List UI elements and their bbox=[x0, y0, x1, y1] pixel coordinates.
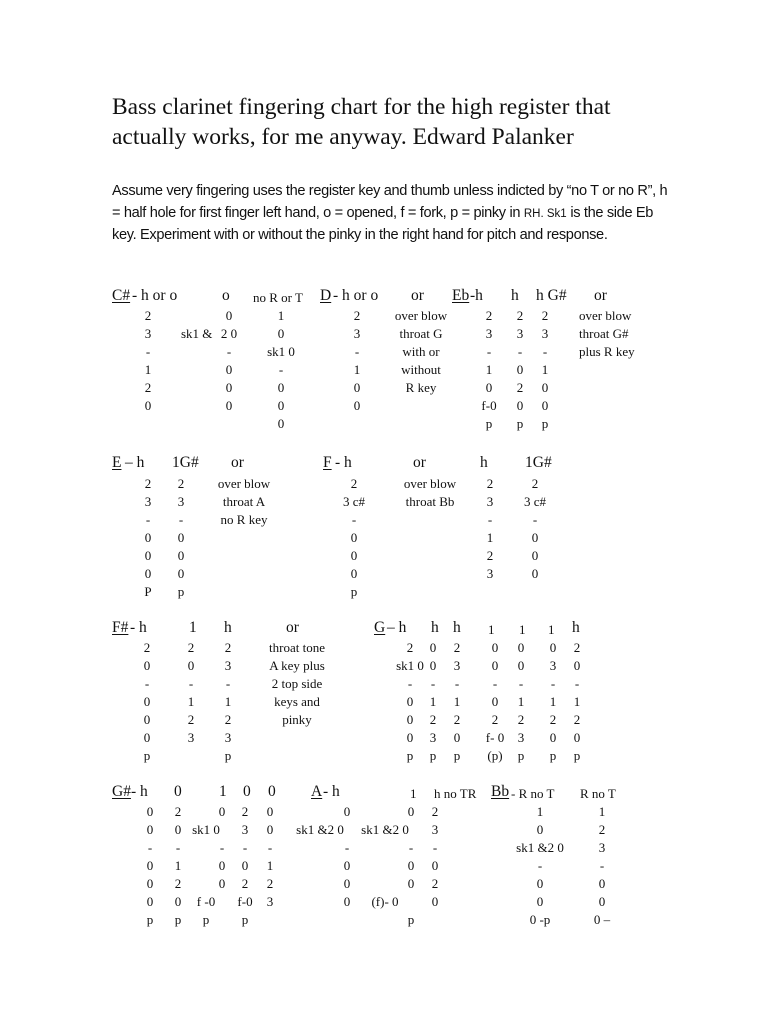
fingering-cell: no R key bbox=[220, 512, 268, 527]
fingering-cell: - bbox=[242, 840, 248, 855]
fingering-cell: 3 bbox=[598, 840, 606, 855]
fingering-cell: - bbox=[408, 840, 414, 855]
fingering-cell: 3 bbox=[431, 822, 439, 837]
fingering-cell: 0 bbox=[531, 530, 539, 545]
fingering-cell: 2 bbox=[517, 712, 525, 727]
note-name: E bbox=[112, 454, 122, 471]
fingering-cell: 2 bbox=[573, 640, 581, 655]
fingering-cell: 0 bbox=[350, 548, 358, 563]
fingering-cell: 0 bbox=[573, 730, 581, 745]
fingering-cell: - bbox=[267, 840, 273, 855]
fingering-cell: 1 bbox=[429, 694, 437, 709]
note-header: h no TR bbox=[434, 786, 477, 801]
fingering-cell: 1 bbox=[144, 362, 152, 377]
fingering-cell: 0 bbox=[431, 894, 439, 909]
fingering-cell: 2 bbox=[516, 308, 524, 323]
fingering-cell: f- 0 bbox=[485, 730, 505, 745]
fingering-cell: 2 bbox=[350, 476, 358, 491]
fingering-cell: sk1 &2 0 bbox=[516, 840, 564, 855]
fingering-cell: sk1 &2 0 bbox=[296, 822, 344, 837]
intro-paragraph bbox=[112, 181, 672, 247]
fingering-cell: 1 bbox=[485, 362, 493, 377]
fingering-cell: 2 bbox=[531, 476, 539, 491]
fingering-cell: 0 bbox=[143, 658, 151, 673]
note-header: 1 bbox=[548, 622, 555, 637]
fingering-cell: keys and bbox=[274, 694, 320, 709]
fingering-cell: R key bbox=[405, 380, 437, 395]
note-name: D bbox=[320, 287, 332, 304]
fingering-cell: 0 bbox=[531, 548, 539, 563]
note-header: or bbox=[594, 287, 607, 304]
fingering-cell: 3 bbox=[144, 494, 152, 509]
fingering-cell: 2 bbox=[241, 876, 249, 891]
fingering-cell: throat G bbox=[399, 326, 443, 341]
fingering-cell: 0 bbox=[406, 712, 414, 727]
fingering-cell: p bbox=[541, 416, 549, 431]
fingering-cell: sk1 0 bbox=[192, 822, 220, 837]
fingering-cell: - bbox=[351, 512, 357, 527]
fingering-cell: 0 bbox=[549, 640, 557, 655]
fingering-cell: 0 bbox=[407, 858, 415, 873]
fingering-cell: 2 bbox=[541, 308, 549, 323]
fingering-cell: p bbox=[174, 912, 182, 927]
note-header: - h or o bbox=[132, 287, 178, 304]
note-name: C# bbox=[112, 287, 131, 304]
fingering-cell: p bbox=[406, 748, 414, 763]
note-header: - h bbox=[131, 783, 148, 800]
note-header: or bbox=[413, 454, 426, 471]
fingering-cell: 0 bbox=[218, 858, 226, 873]
fingering-cell: 2 bbox=[144, 308, 152, 323]
fingering-cell: 0 bbox=[266, 804, 274, 819]
fingering-cell: p bbox=[517, 748, 525, 763]
fingering-cell: p bbox=[202, 912, 210, 927]
fingering-cell: 0 bbox=[144, 530, 152, 545]
fingering-cell: 0 bbox=[598, 894, 606, 909]
note-header: or bbox=[231, 454, 244, 471]
fingering-cell: - bbox=[550, 676, 556, 691]
fingering-cell: 0 bbox=[174, 822, 182, 837]
fingering-cell: 3 bbox=[517, 730, 525, 745]
fingering-cell: 1 bbox=[174, 858, 182, 873]
fingering-cell: 0 bbox=[531, 566, 539, 581]
fingering-cell: 0 bbox=[517, 640, 525, 655]
fingering-cell: - bbox=[226, 344, 232, 359]
fingering-cell: 0 bbox=[431, 858, 439, 873]
fingering-cell: 2 0 bbox=[220, 326, 238, 341]
fingering-cell: p bbox=[146, 912, 154, 927]
fingering-cell: 2 bbox=[144, 380, 152, 395]
fingering-cell: 0 bbox=[241, 858, 249, 873]
fingering-cell: 0 bbox=[491, 658, 499, 673]
fingering-cell: 0 bbox=[549, 730, 557, 745]
fingering-cell: - bbox=[532, 512, 538, 527]
fingering-cell: 0 bbox=[277, 398, 285, 413]
fingering-cell: f-0 bbox=[237, 894, 253, 909]
note-header: - h bbox=[335, 454, 352, 471]
fingering-cell: 0 bbox=[225, 308, 233, 323]
fingering-cell: 0 bbox=[453, 730, 461, 745]
fingering-cell: - bbox=[518, 676, 524, 691]
fingering-cell: - bbox=[147, 840, 153, 855]
fingering-cell: 0 bbox=[429, 640, 437, 655]
fingering-cell: - bbox=[537, 858, 543, 873]
fingering-cell: - bbox=[517, 344, 523, 359]
fingering-cell: 1 bbox=[549, 694, 557, 709]
fingering-cell: 1 bbox=[266, 858, 274, 873]
note-name: Bb bbox=[491, 783, 510, 800]
note-header: h bbox=[453, 619, 461, 636]
fingering-cell: without bbox=[401, 362, 441, 377]
fingering-cell: 0 bbox=[516, 398, 524, 413]
fingering-cell: 0 bbox=[177, 530, 185, 545]
fingering-cell: throat G# bbox=[579, 326, 629, 341]
fingering-cell: - bbox=[145, 344, 151, 359]
fingering-cell: 3 c# bbox=[342, 494, 366, 509]
fingering-cell: 1 bbox=[187, 694, 195, 709]
fingering-cell: 0 bbox=[541, 398, 549, 413]
note-name: F bbox=[323, 454, 332, 471]
note-name: G bbox=[374, 619, 386, 636]
fingering-cell: 0 bbox=[541, 380, 549, 395]
fingering-cell: over blow bbox=[403, 476, 457, 491]
fingering-cell: 2 bbox=[224, 712, 232, 727]
intro-text-end: is the side Eb key. Experiment with or without the pinky in the right hand for pitch and response. bbox=[112, 204, 654, 243]
fingering-cell: 0 bbox=[277, 416, 285, 431]
fingering-cell: p bbox=[549, 748, 557, 763]
fingering-cell: - bbox=[188, 676, 194, 691]
note-header: 1G# bbox=[172, 454, 199, 471]
fingering-cell: 0 bbox=[225, 398, 233, 413]
fingering-cell: 0 bbox=[146, 822, 154, 837]
fingering-cell: 0 bbox=[143, 694, 151, 709]
fingering-cell: 3 bbox=[144, 326, 152, 341]
fingering-cell: 0 bbox=[343, 858, 351, 873]
fingering-cell: 2 bbox=[431, 804, 439, 819]
fingering-cell: A key plus bbox=[269, 658, 325, 673]
fingering-cell: 0 bbox=[143, 712, 151, 727]
fingering-cell: 0 bbox=[536, 894, 544, 909]
fingering-cell: 0 bbox=[225, 362, 233, 377]
fingering-cell: 1 bbox=[517, 694, 525, 709]
note-header: - h bbox=[130, 619, 147, 636]
fingering-cell: 0 bbox=[536, 822, 544, 837]
fingering-cell: 0 bbox=[146, 894, 154, 909]
fingering-cell: (p) bbox=[487, 748, 503, 763]
note-header: R no T bbox=[580, 786, 616, 801]
note-header: - h or o bbox=[333, 287, 379, 304]
fingering-cell: 0 bbox=[353, 380, 361, 395]
note-name: A bbox=[311, 783, 323, 800]
fingering-cell: 0 bbox=[429, 658, 437, 673]
fingering-cell: 2 bbox=[406, 640, 414, 655]
note-header: 1 bbox=[519, 622, 526, 637]
fingering-cell: 0 – bbox=[593, 912, 611, 927]
fingering-cell: p bbox=[350, 584, 358, 599]
fingering-cell: - bbox=[487, 512, 493, 527]
document-title: Bass clarinet fingering chart for the high register that actually works, for me anyway. Edward Palanker bbox=[112, 94, 611, 150]
fingering-cell: sk1 & bbox=[181, 326, 213, 341]
fingering-cell: - bbox=[344, 840, 350, 855]
fingering-cell: over blow bbox=[394, 308, 448, 323]
fingering-cell: 2 bbox=[431, 876, 439, 891]
fingering-cell: sk1 0 bbox=[267, 344, 295, 359]
fingering-cell: 0 -p bbox=[529, 912, 551, 927]
fingering-cell: with or bbox=[402, 344, 440, 359]
fingering-cell: sk1 0 bbox=[396, 658, 424, 673]
fingering-cell: 0 bbox=[146, 858, 154, 873]
fingering-cell: 3 bbox=[224, 730, 232, 745]
fingering-cell: 1 bbox=[541, 362, 549, 377]
fingering-cell: - bbox=[407, 676, 413, 691]
fingering-cell: 2 bbox=[224, 640, 232, 655]
fingering-cell: - bbox=[178, 512, 184, 527]
fingering-cell: sk1 &2 0 bbox=[361, 822, 409, 837]
fingering-cell: 3 bbox=[224, 658, 232, 673]
fingering-cell: 3 bbox=[453, 658, 461, 673]
fingering-cell: 2 top side bbox=[271, 676, 323, 691]
fingering-cell: - bbox=[225, 676, 231, 691]
fingering-cell: 2 bbox=[353, 308, 361, 323]
fingering-cell: 3 bbox=[241, 822, 249, 837]
note-header: h bbox=[480, 454, 488, 471]
fingering-cell: 0 bbox=[407, 876, 415, 891]
fingering-cell: 3 bbox=[541, 326, 549, 341]
note-header: no R or T bbox=[253, 290, 303, 305]
fingering-cell: 0 bbox=[146, 804, 154, 819]
fingering-cell: 2 bbox=[485, 308, 493, 323]
intro-text-rh: RH. Sk1 bbox=[523, 207, 567, 220]
note-name: G# bbox=[112, 783, 131, 800]
fingering-cell: 0 bbox=[146, 876, 154, 891]
fingering-cell: 0 bbox=[491, 640, 499, 655]
fingering-cell: 0 bbox=[277, 326, 285, 341]
note-header: - R no T bbox=[511, 786, 555, 801]
fingering-cell: 0 bbox=[343, 804, 351, 819]
fingering-cell: 1 bbox=[453, 694, 461, 709]
fingering-cell: 0 bbox=[350, 530, 358, 545]
note-header: 1 bbox=[189, 619, 197, 636]
note-header: h bbox=[572, 619, 580, 636]
fingering-cell: 1 bbox=[486, 530, 494, 545]
fingering-cell: P bbox=[144, 584, 152, 599]
fingering-cell: - bbox=[432, 840, 438, 855]
fingering-cell: 2 bbox=[598, 822, 606, 837]
note-header: -h bbox=[470, 287, 483, 304]
fingering-cell: over blow bbox=[579, 308, 632, 323]
fingering-cell: 0 bbox=[573, 658, 581, 673]
fingering-cell: p bbox=[143, 748, 151, 763]
fingering-cell: 3 bbox=[353, 326, 361, 341]
fingering-cell: 0 bbox=[517, 658, 525, 673]
fingering-cell: 0 bbox=[350, 566, 358, 581]
fingering-cell: 0 bbox=[277, 380, 285, 395]
note-name: F# bbox=[112, 619, 129, 636]
fingering-cell: 0 bbox=[177, 548, 185, 563]
fingering-cell: - bbox=[492, 676, 498, 691]
fingering-cell: 0 bbox=[187, 658, 195, 673]
fingering-cell: 3 bbox=[485, 326, 493, 341]
fingering-cell: 1 bbox=[277, 308, 285, 323]
fingering-cell: 3 bbox=[187, 730, 195, 745]
fingering-cell: 2 bbox=[516, 380, 524, 395]
fingering-cell: 0 bbox=[343, 876, 351, 891]
fingering-cell: throat Bb bbox=[405, 494, 455, 509]
fingering-cell: 3 bbox=[516, 326, 524, 341]
fingering-cell: 0 bbox=[406, 730, 414, 745]
fingering-cell: 2 bbox=[486, 548, 494, 563]
fingering-cell: 0 bbox=[598, 876, 606, 891]
fingering-cell: pinky bbox=[282, 712, 312, 727]
fingering-cell: 2 bbox=[429, 712, 437, 727]
fingering-cell: 0 bbox=[144, 566, 152, 581]
fingering-cell: - bbox=[144, 676, 150, 691]
fingering-cell: - bbox=[145, 512, 151, 527]
fingering-cell: plus R key bbox=[579, 344, 635, 359]
note-header: h G# bbox=[536, 287, 567, 304]
note-header: 0 bbox=[243, 783, 251, 800]
fingering-cell: 1 bbox=[536, 804, 544, 819]
fingering-cell: 2 bbox=[241, 804, 249, 819]
fingering-cell: p bbox=[485, 416, 493, 431]
fingering-cell: p bbox=[516, 416, 524, 431]
note-header: 1G# bbox=[525, 454, 552, 471]
fingering-cell: (f)- 0 bbox=[371, 894, 399, 909]
fingering-cell: 0 bbox=[266, 822, 274, 837]
note-header: 0 bbox=[268, 783, 276, 800]
fingering-cell: 2 bbox=[143, 640, 151, 655]
fingering-cell: 3 bbox=[429, 730, 437, 745]
fingering-cell: 0 bbox=[177, 566, 185, 581]
note-header: o bbox=[222, 287, 230, 304]
fingering-cell: - bbox=[278, 362, 284, 377]
note-header: 0 bbox=[174, 783, 182, 800]
fingering-cell: 0 bbox=[143, 730, 151, 745]
fingering-cell: f -0 bbox=[196, 894, 216, 909]
note-header: h bbox=[224, 619, 232, 636]
fingering-cell: 0 bbox=[353, 398, 361, 413]
fingering-cell: - bbox=[486, 344, 492, 359]
fingering-cell: 2 bbox=[174, 876, 182, 891]
note-header: 1 bbox=[410, 786, 417, 801]
fingering-cell: throat tone bbox=[269, 640, 325, 655]
fingering-cell: 1 bbox=[573, 694, 581, 709]
fingering-cell: 1 bbox=[224, 694, 232, 709]
fingering-cell: - bbox=[574, 676, 580, 691]
fingering-cell: 3 bbox=[177, 494, 185, 509]
fingering-cell: over blow bbox=[217, 476, 271, 491]
fingering-cell: 2 bbox=[187, 712, 195, 727]
fingering-cell: - bbox=[454, 676, 460, 691]
fingering-cell: 3 bbox=[266, 894, 274, 909]
fingering-cell: 2 bbox=[549, 712, 557, 727]
fingering-cell: 0 bbox=[407, 804, 415, 819]
fingering-cell: 0 bbox=[225, 380, 233, 395]
note-header: – h bbox=[125, 454, 145, 471]
fingering-cell: 0 bbox=[491, 694, 499, 709]
fingering-cell: 2 bbox=[174, 804, 182, 819]
fingering-cell: throat A bbox=[222, 494, 266, 509]
fingering-cell: 2 bbox=[187, 640, 195, 655]
fingering-cell: 2 bbox=[491, 712, 499, 727]
note-header: 1 bbox=[488, 622, 495, 637]
fingering-cell: 2 bbox=[573, 712, 581, 727]
fingering-cell: 2 bbox=[453, 712, 461, 727]
intro-text: Assume very fingering uses the register key and thumb unless indicted by “no T or no R”, h = half hole for first finger left hand, o = opened, f = fork, p = pinky in bbox=[112, 183, 668, 221]
fingering-cell: 1 bbox=[353, 362, 361, 377]
fingering-cell: p bbox=[453, 748, 461, 763]
fingering-cell: 0 bbox=[144, 398, 152, 413]
fingering-cell: 3 c# bbox=[523, 494, 547, 509]
fingering-cell: 1 bbox=[598, 804, 606, 819]
fingering-cell: - bbox=[542, 344, 548, 359]
fingering-cell: 2 bbox=[266, 876, 274, 891]
fingering-cell: p bbox=[241, 912, 249, 927]
fingering-cell: 0 bbox=[536, 876, 544, 891]
fingering-cell: 0 bbox=[343, 894, 351, 909]
fingering-cell: 2 bbox=[453, 640, 461, 655]
fingering-cell: p bbox=[407, 912, 415, 927]
fingering-cell: p bbox=[177, 584, 185, 599]
fingering-cell: p bbox=[573, 748, 581, 763]
note-header: or bbox=[286, 619, 299, 636]
note-header: – h bbox=[387, 619, 407, 636]
fingering-cell: 2 bbox=[486, 476, 494, 491]
fingering-cell: - bbox=[354, 344, 360, 359]
fingering-cell: 0 bbox=[174, 894, 182, 909]
fingering-cell: 0 bbox=[516, 362, 524, 377]
fingering-cell: 0 bbox=[218, 804, 226, 819]
fingering-cell: 0 bbox=[406, 694, 414, 709]
fingering-cell: 3 bbox=[486, 494, 494, 509]
fingering-cell: 0 bbox=[485, 380, 493, 395]
fingering-cell: - bbox=[599, 858, 605, 873]
note-header: h bbox=[511, 287, 519, 304]
fingering-cell: 2 bbox=[144, 476, 152, 491]
fingering-cell: 0 bbox=[144, 548, 152, 563]
note-header: or bbox=[411, 287, 424, 304]
fingering-cell: 3 bbox=[486, 566, 494, 581]
fingering-cell: - bbox=[219, 840, 225, 855]
fingering-cell: 0 bbox=[218, 876, 226, 891]
fingering-cell: 2 bbox=[177, 476, 185, 491]
fingering-cell: f-0 bbox=[481, 398, 497, 413]
fingering-cell: 3 bbox=[549, 658, 557, 673]
note-header: 1 bbox=[219, 783, 227, 800]
fingering-cell: - bbox=[430, 676, 436, 691]
fingering-cell: - bbox=[175, 840, 181, 855]
note-header: h bbox=[431, 619, 439, 636]
fingering-cell: p bbox=[224, 748, 232, 763]
note-name: Eb bbox=[452, 287, 470, 304]
fingering-cell: p bbox=[429, 748, 437, 763]
note-header: - h bbox=[323, 783, 340, 800]
